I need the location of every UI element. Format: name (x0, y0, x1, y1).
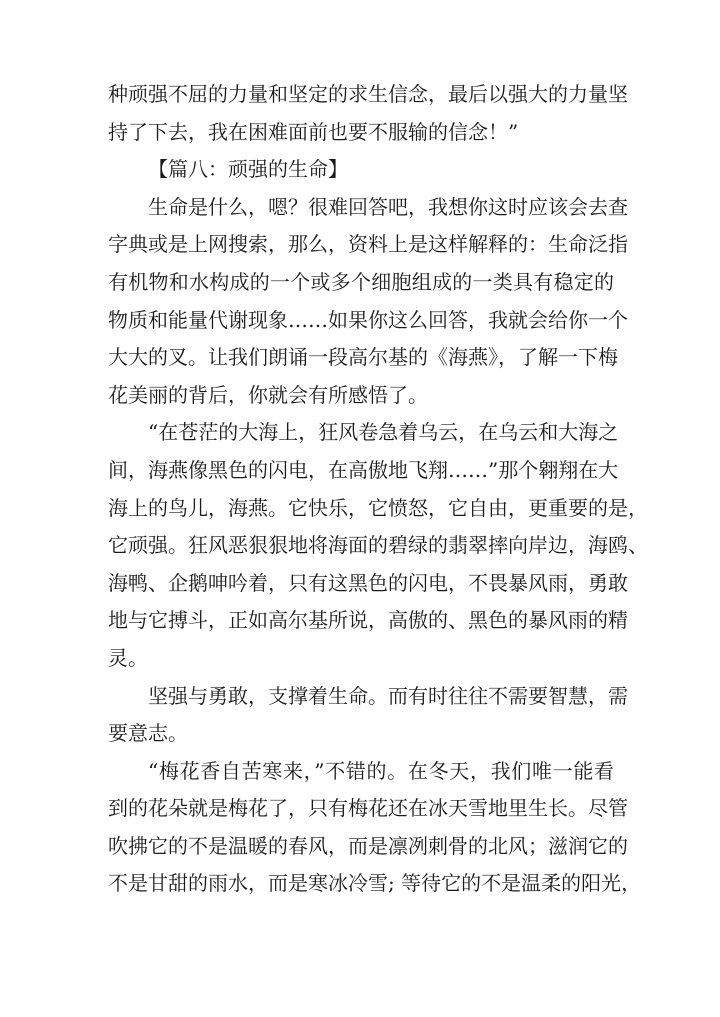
text-line: 吹拂它的不是温暖的春风，而是凛冽刺骨的北风；滋润它的 (108, 833, 628, 858)
text-line: 不是甘甜的雨水，而是寒冰冷雪; 等待它的不是温柔的阳光， (108, 871, 642, 896)
text-line: 坚强与勇敢，支撑着生命。而有时往往不需要智慧，需 (148, 683, 628, 708)
text-line: 字典或是上网搜索，那么，资料上是这样解释的：生命泛指 (108, 232, 628, 257)
text-line: 到的花朵就是梅花了，只有梅花还在冰天雪地里生长。尽管 (108, 796, 628, 821)
paragraph-what-is-life (108, 189, 628, 415)
text-line: 它顽强。狂风恶狠狠地将海面的碧绿的翡翠摔向岸边，海鸥、 (108, 533, 648, 558)
paragraph-petrel (108, 414, 648, 677)
section-heading-text: 【篇八：顽强的生命】 (148, 157, 348, 182)
paragraph-plum (108, 753, 642, 903)
section-heading (108, 151, 614, 189)
text-line: “在苍茫的大海上，狂风卷急着乌云，在乌云和大海之 (148, 420, 619, 445)
text-line: “梅花香自苦寒来，”不错的。在冬天，我们唯一能看 (148, 758, 614, 783)
text-line: 种顽强不屈的力量和坚定的求生信念，最后以强大的力量坚 (108, 82, 628, 106)
text-line: 海鸭、企鹅呻吟着，只有这黑色的闪电，不畏暴风雨，勇敢 (108, 570, 628, 595)
text-line: 生命是什么，嗯？很难回答吧，我想你这时应该会去查 (148, 194, 628, 219)
text-line: 间，海燕像黑色的闪电，在高傲地飞翔……”那个翱翔在大 (108, 457, 619, 482)
text-line: 物质和能量代谢现象……如果你这么回答，我就会给你一个 (108, 307, 628, 332)
text-line: 有机物和水构成的一个或多个细胞组成的一类具有稳定的 (108, 269, 614, 294)
text-line: 地与它搏斗，正如高尔基所说，高傲的、黑色的暴风雨的精 (108, 608, 628, 633)
text-line: 灵。 (108, 645, 148, 670)
text-line: 海上的鸟儿，海燕。它快乐，它愤怒，它自由，更重要的是， (108, 495, 648, 520)
text-line: 持了下去，我在困难面前也要不服输的信念！” (108, 119, 519, 144)
paragraph-courage (108, 678, 628, 753)
text-line: 大大的叉。让我们朗诵一段高尔基的《海燕》，了解一下梅 (108, 345, 618, 370)
text-line: 花美丽的背后，你就会有所感悟了。 (108, 382, 428, 407)
text-line: 要意志。 (108, 721, 188, 746)
document-page (108, 76, 648, 903)
paragraph-continuation (108, 76, 628, 151)
